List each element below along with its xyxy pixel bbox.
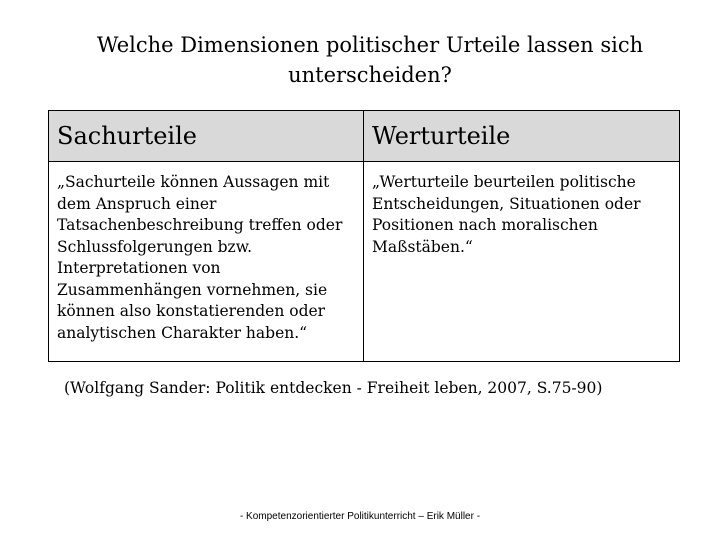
source-citation: (Wolfgang Sander: Politik entdecken - Freiheit leben, 2007, S.75-90) [64,379,603,397]
slide-title-line-2: unterscheiden? [288,63,452,87]
header-sachurteile: Sachurteile [49,111,364,162]
cell-werturteile-definition: „Werturteile beurteilen politische Entscheidungen, Situationen oder Positionen nach moralischen Maßstäben.“ [364,162,680,362]
table-header-row [49,111,680,162]
cell-sachurteile-definition: „Sachurteile können Aussagen mit dem Anspruch einer Tatsachenbeschreibung treffen oder Schlussfolgerungen bzw. Interpretationen von Zusammenhängen vornehmen, sie können also konstatierenden oder analytischen Charakter haben.“ [49,162,364,362]
table-row [49,162,680,362]
slide-title-line-1: Welche Dimensionen politischer Urteile lassen sich [96,33,644,57]
header-werturteile: Werturteile [364,111,680,162]
footer-text: - Kompetenzorientierter Politikunterricht – Erik Müller - [239,511,481,522]
slide-title [40,30,700,90]
judgement-dimensions-table [48,110,680,362]
